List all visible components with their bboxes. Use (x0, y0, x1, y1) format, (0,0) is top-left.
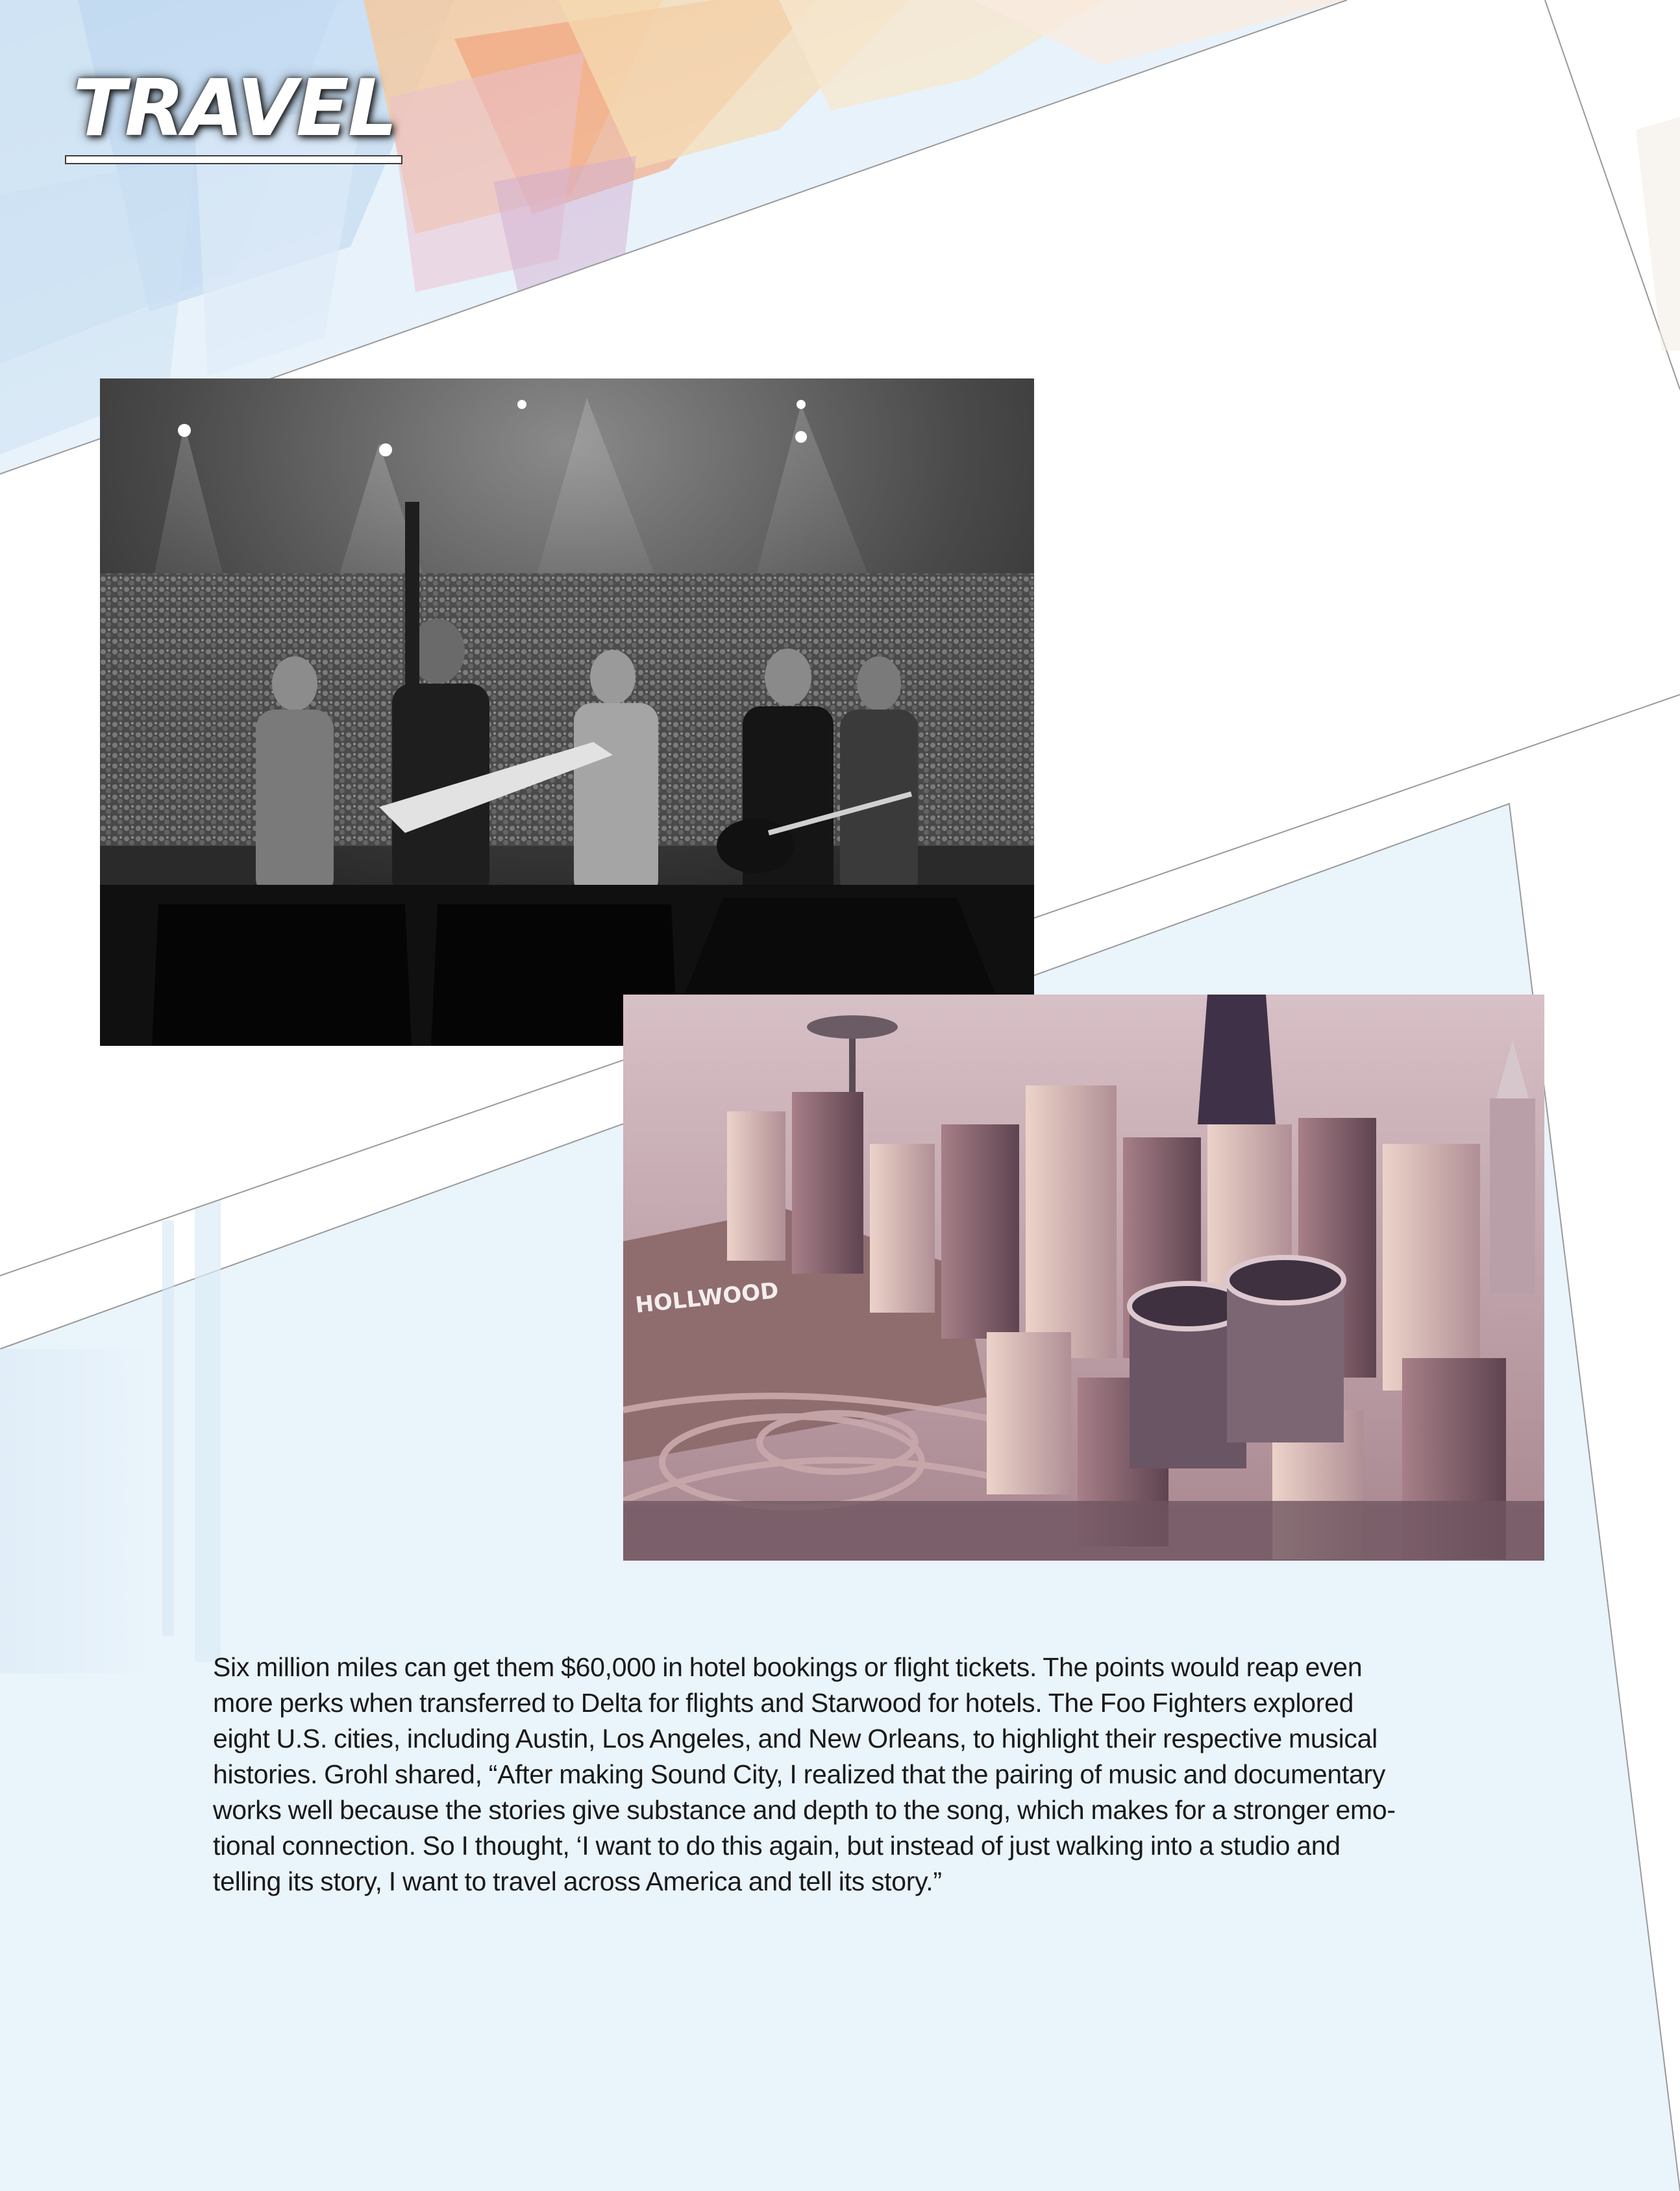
article-line: histories. Grohl shared, “After making Sound City, I realized that the pairing of music and documentary (213, 1759, 1386, 1789)
article-line: more perks when transferred to Delta for flights and Starwood for hotels. The Foo Fighters explored (213, 1688, 1354, 1718)
section-title-underline (65, 155, 402, 164)
concert-photo (100, 378, 1034, 1046)
svg-text:HOLLWOOD: HOLLWOOD (634, 1278, 780, 1318)
article-line: eight U.S. cities, including Austin, Los Angeles, and New Orleans, to highlight their respective musical (213, 1724, 1377, 1753)
article-line: tional connection. So I thought, ‘I want to do this again, but instead of just walking into a studio and (213, 1831, 1340, 1861)
article-line: works well because the stories give substance and depth to the song, which makes for a stronger emo- (213, 1795, 1396, 1825)
round-towers-illustration (1130, 1257, 1344, 1468)
article-body (213, 1650, 1511, 1900)
section-title: TRAVEL (73, 64, 397, 154)
article-line: Six million miles can get them $60,000 in hotel bookings or flight tickets. The points would reap even (213, 1652, 1363, 1682)
city-photo (623, 995, 1544, 1561)
article-line: telling its story, I want to travel across America and tell its story.” (213, 1866, 942, 1896)
